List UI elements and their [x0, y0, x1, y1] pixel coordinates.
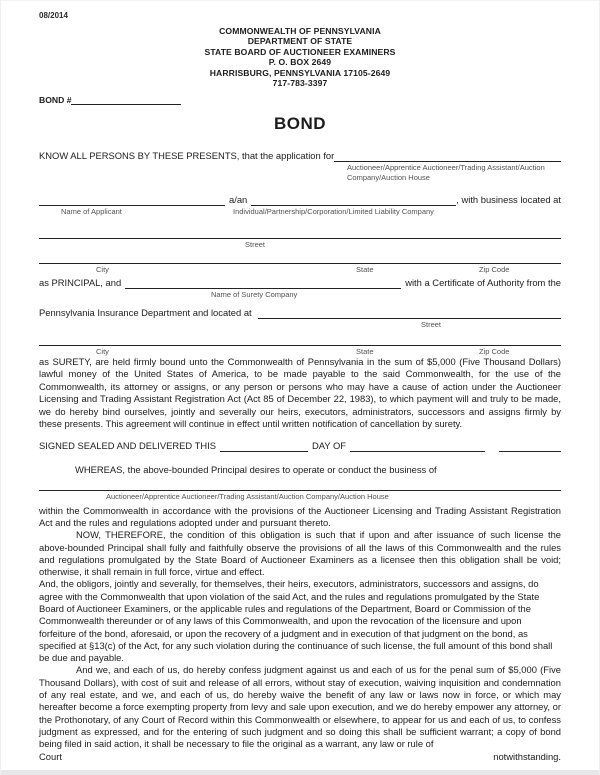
city-caption: City [96, 264, 109, 274]
street-caption: Street [245, 239, 266, 249]
page-title: BOND [273, 114, 327, 134]
state-caption: State [356, 264, 374, 274]
insurance-dept-text: Pennsylvania Insurance Department and located at [39, 306, 252, 318]
notwithstanding-text: notwithstanding. [493, 750, 561, 762]
bond-number-row [39, 95, 561, 105]
page-content [1, 1, 599, 763]
agency-line-pobox: P. O. BOX 2649 [268, 57, 332, 68]
insurance-dept-row [39, 307, 561, 319]
surety-state-caption: State [356, 346, 374, 356]
within-commonwealth-paragraph: within the Commonwealth in accordance with the provisions of the Auctioneer Licensing and Trading Assistant Registration Act and the rules and regulations adopted under and pursuant thereto. [39, 504, 561, 528]
agency-line-department: DEPARTMENT OF STATE [247, 36, 353, 47]
surety-street-field[interactable] [258, 310, 561, 319]
a-an-text: a/an [229, 193, 248, 205]
revision-date: 08/2014 [39, 11, 68, 20]
surety-company-caption-row [39, 289, 561, 298]
know-all-presents-text: KNOW ALL PERSONS BY THESE PRESENTS, that the application for [39, 150, 335, 162]
principal-row [39, 277, 561, 289]
certificate-authority-text: with a Certificate of Authority from the [405, 276, 561, 288]
surety-company-caption: Name of Surety Company [211, 289, 298, 299]
zip-caption: Zip Code [479, 264, 510, 274]
bond-number-field[interactable] [71, 96, 181, 105]
signed-sealed-text: SIGNED SEALED AND DELIVERED THIS [39, 439, 216, 451]
obligors-paragraph: And, the obligors, jointly and severally, for themselves, their heirs, executors, administrators, successors and assigns, do agree with the Commonwealth that upon violation of the said Act, and the rules and regulations promulgated by the State Board of Auctioneer Examiners, or the applicable rules and regulations of the Department, Board or Commission of the Commonwealth thereunder or of any laws of this Commonwealth, and upon the revocation of the licensure and upon forfeiture of the bond, aforesaid, or upon the recovery of a judgment and in execution of that judgment on the bond, as specified at §13(c) of the Act, for any such violation during the continuance of such license, the full amount of this bond shall be due and payable. [39, 578, 553, 664]
principal-text: as PRINCIPAL, and [39, 276, 122, 288]
now-therefore-paragraph: NOW, THEREFORE, the condition of this obligation is such that if upon and after issuance of such license the above-bounded Principal shall fully and faithfully observe the provisions of all the laws of this Commonwealth and the rules and regulations promulgated by the State Board of Auctioneer Examiners as a licensee then this obligation shall be void; otherwise, it shall remain in full force, virtue and effect. [39, 529, 561, 578]
bond-number-label: BOND # [39, 95, 72, 106]
closing-line [39, 751, 561, 763]
agency-line-board: STATE BOARD OF AUCTIONEER EXAMINERS [204, 46, 396, 57]
business-street-caption-row [39, 239, 561, 248]
page-bottom-edge [1, 770, 599, 775]
agency-line-phone: 717-783-3397 [272, 78, 328, 89]
business-located-text: , with business located at [456, 193, 561, 205]
business-type-caption-row [39, 491, 561, 500]
name-of-applicant-caption: Name of Applicant [61, 206, 122, 216]
confess-judgment-paragraph: And we, and each of us, do hereby confess judgment against us and each of us for the penal sum of $5,000 (Five Thousand Dollars), with cost of suit and release of all errors, without stay of execution, waiving inquisition and condemnation of any real estate, and we, and each of us, do hereby waive the benefit of any law or laws now in force, or which may hereafter become a force exempting property from levy and sale upon execution, and we do hereby empower any attorney, or the Prothonotary, of any Court of Record within this Commonwealth or elsewhere, to appear for us and each of us, to confess judgment as expressed, and for the entering of such judgment and so doing this shall be sufficient warrant; a copy of bond being filed in said action, it shall be necessary to file the original as a warrant, any law or rule of [39, 664, 561, 750]
application-for-field[interactable] [334, 153, 561, 162]
surety-city-caption: City [96, 346, 109, 356]
applicant-captions [39, 206, 561, 215]
surety-paragraph: as SURETY, are held firmly bound unto the Commonwealth of Pennsylvania in the sum of $5,000 (Five Thousand Dollars) lawful money of the United States of America, to be made payable to the said Commonwealth, for the use of the Commonwealth, its attorney or assigns, or any person or persons who may have a cause of action under the Auctioneer Licensing and Trading Assistant Registration Act (Act 85 of December 22, 1983), to which payment will and truly to be made, we do hereby bind ourselves, jointly and severally our heirs, executors, administrators, successors and assigns firmly by these presents. This agreement will continue in effect until written notification of cancellation by surety. [39, 355, 561, 430]
surety-company-field[interactable] [125, 280, 401, 289]
surety-street-caption-row [39, 319, 561, 328]
application-type-caption-line2: Company/Auction House [347, 173, 430, 183]
surety-csz-caption-row [39, 346, 561, 355]
applicant-row [39, 194, 561, 206]
signed-sealed-row [39, 440, 561, 452]
agency-address-block [39, 26, 561, 88]
year-field[interactable] [499, 443, 561, 452]
application-type-caption-line1: Auctioneer/Apprentice Auctioneer/Trading Assistant/Auction [347, 163, 545, 173]
agency-line-commonwealth: COMMONWEALTH OF PENNSYLVANIA [219, 26, 381, 36]
entity-type-field[interactable] [251, 197, 456, 206]
surety-street-caption: Street [421, 319, 442, 329]
agency-line-city: HARRISBURG, PENNSYLVANIA 17105-2649 [209, 67, 391, 78]
whereas-text: WHEREAS, the above-bounded Principal desires to operate or conduct the business of [75, 463, 437, 475]
business-csz-caption-row [39, 264, 561, 273]
day-field[interactable] [220, 443, 308, 452]
court-text: Court [39, 750, 62, 762]
day-of-text: DAY OF [311, 439, 347, 451]
know-all-row [39, 150, 561, 162]
application-type-caption [347, 163, 561, 182]
month-field[interactable] [350, 443, 485, 452]
surety-zip-caption: Zip Code [479, 346, 510, 356]
applicant-name-field[interactable] [39, 197, 225, 206]
entity-type-caption: Individual/Partnership/Corporation/Limited Liability Company [233, 206, 434, 216]
business-type-caption: Auctioneer/Apprentice Auctioneer/Trading Assistant/Auction Company/Auction House [106, 491, 389, 501]
